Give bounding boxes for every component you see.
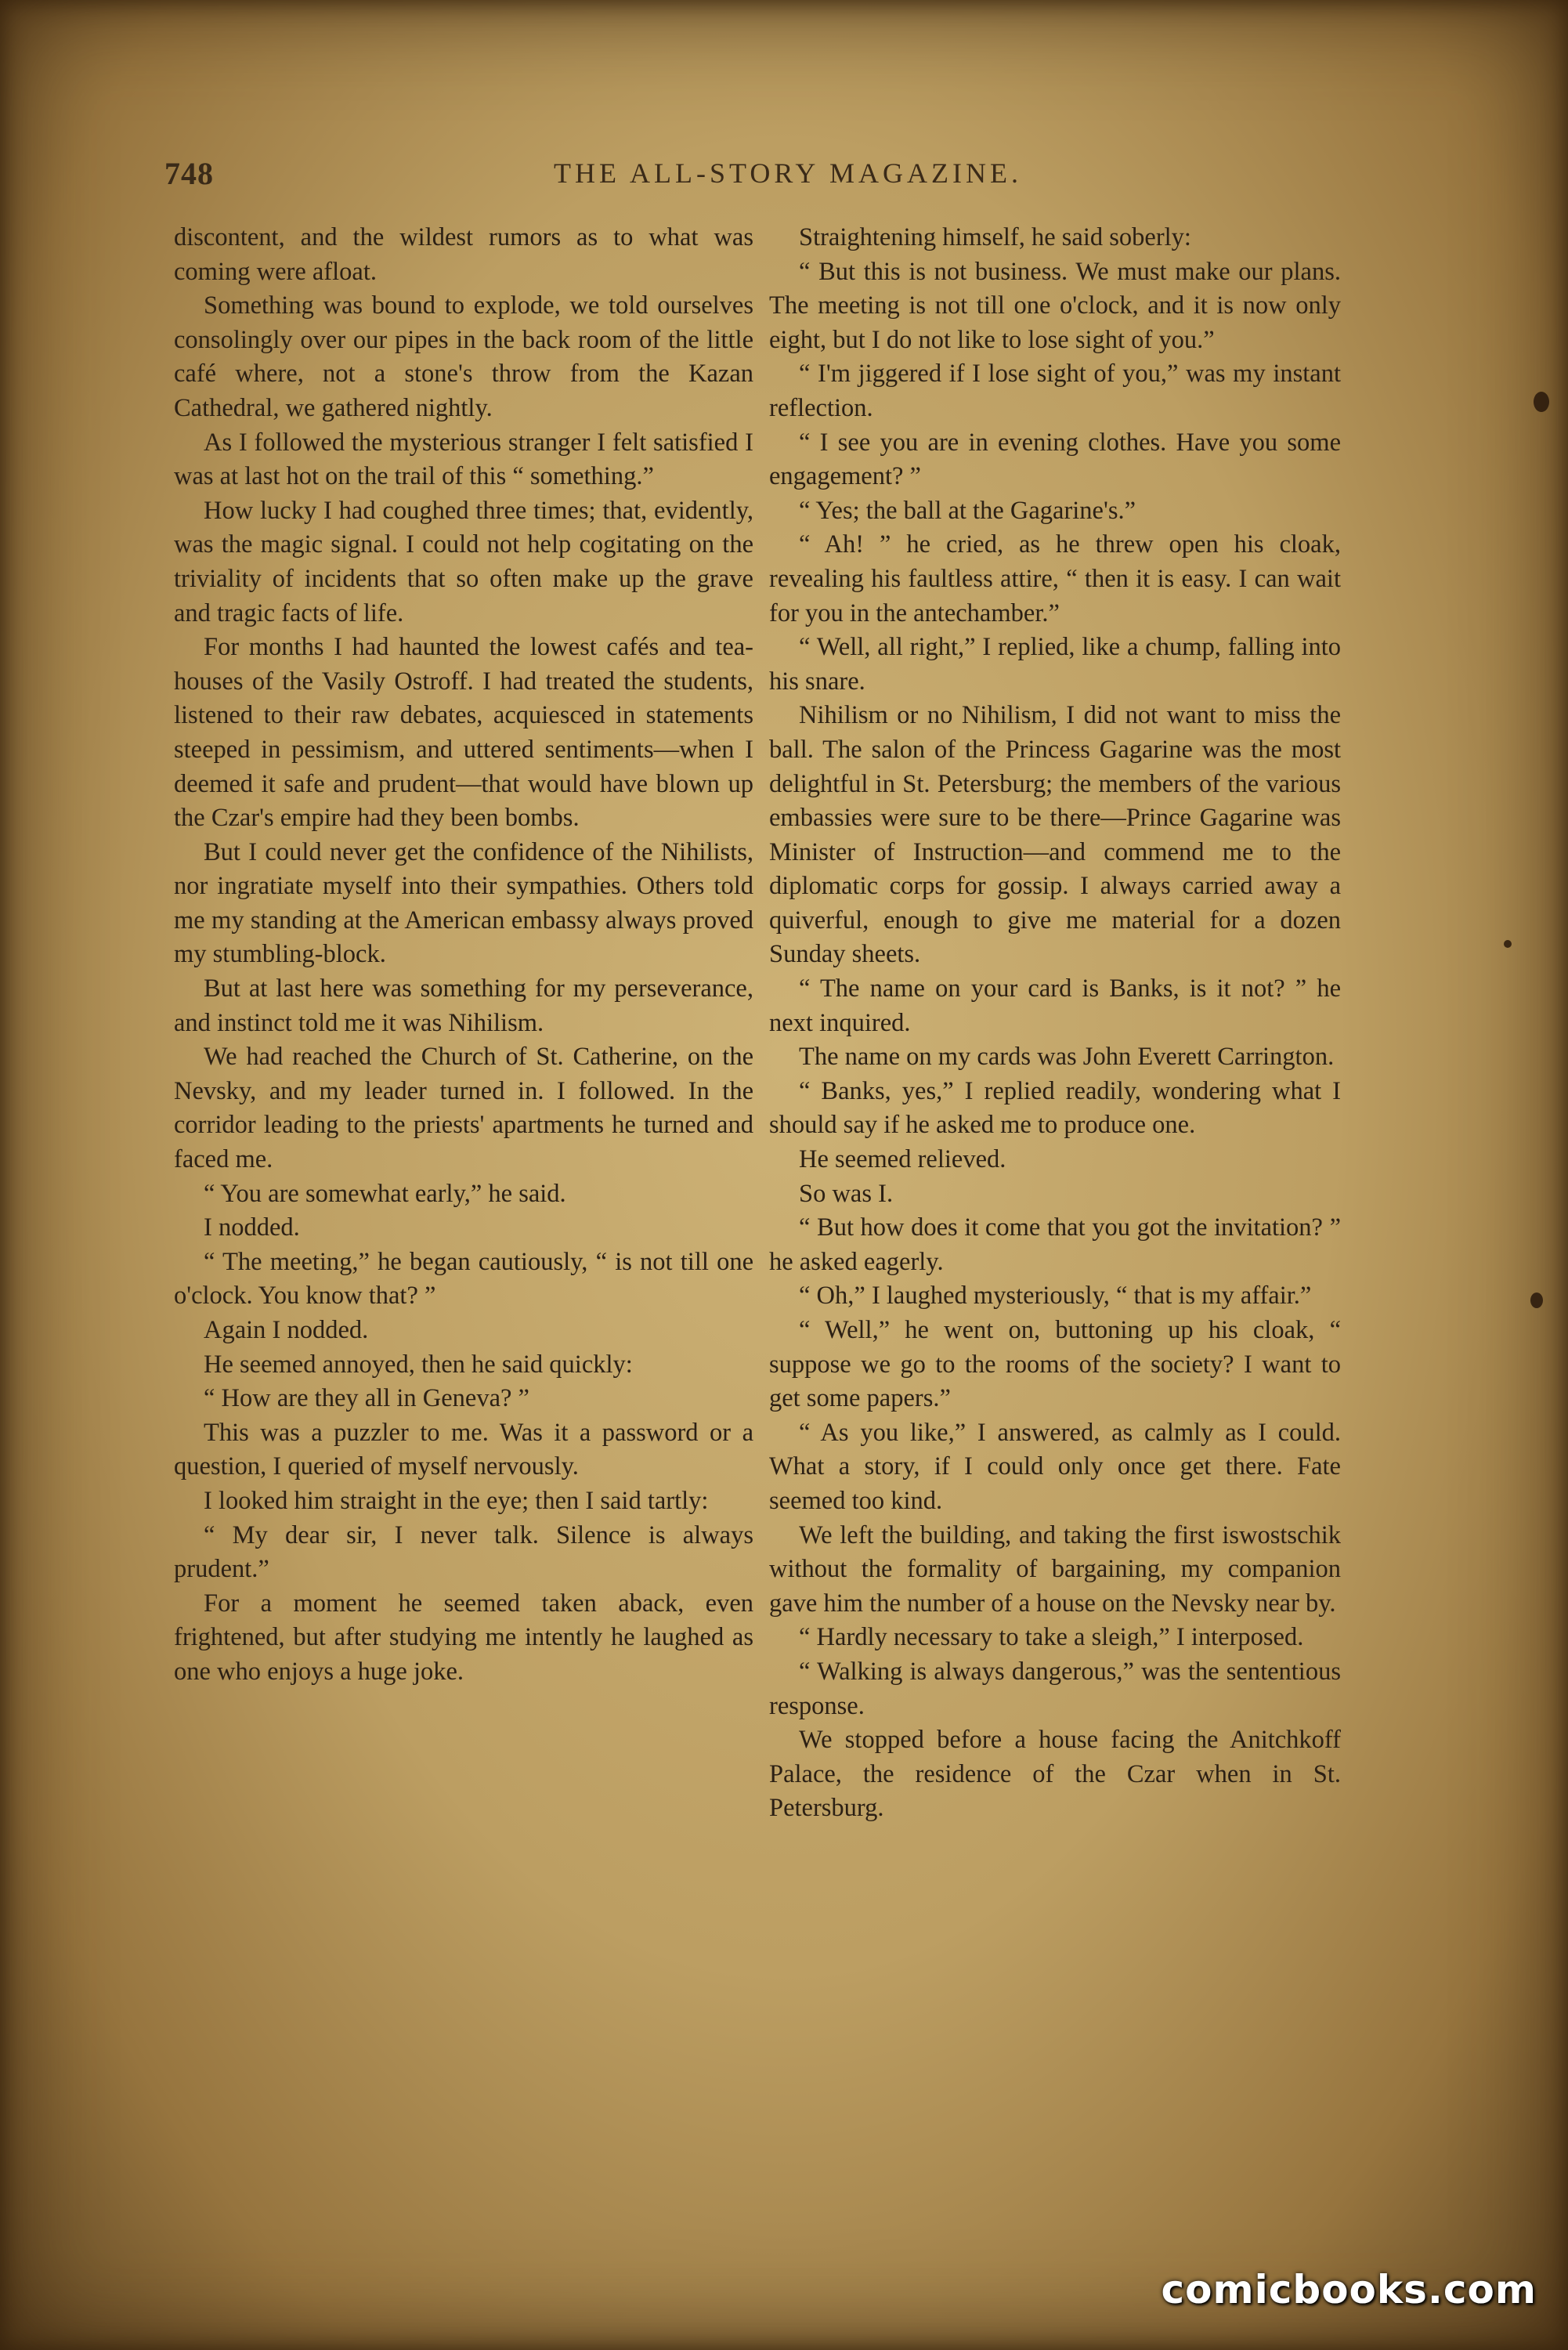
paragraph: This was a puzzler to me. Was it a password or a question, I queried of myself nervously.: [174, 1418, 753, 1481]
paragraph: “ Well,” he went on, buttoning up his cloak, “ suppose we go to the rooms of the society? I want to get some papers.”: [769, 1316, 1341, 1413]
paragraph: “ Banks, yes,” I replied readily, wondering what I should say if he asked me to produce one.: [769, 1076, 1341, 1140]
paragraph: The name on my cards was John Everett Carrington.: [799, 1043, 1335, 1072]
paragraph: “ I'm jiggered if I lose sight of you,” was my instant reflection.: [769, 360, 1341, 422]
paragraph: Nihilism or no Nihilism, I did not want to miss the ball. The salon of the Princess Gagarine was the most delightful in St. Petersburg; the members of the various embassies were sure to be there—Prince Gagarine was Minister of Instruction—and commend me to the diplomatic corps for gossip. I always carried away a quiverful, enough to give me material for a dozen Sunday sheets.: [769, 701, 1341, 969]
paragraph: He seemed annoyed, then he said quickly:: [204, 1350, 633, 1379]
left-column: [174, 221, 753, 1690]
paragraph: But at last here was something for my perseverance, and instinct told me it was Nihilism.: [174, 974, 753, 1037]
paragraph: discontent, and the wildest rumors as to what was coming were afloat.: [174, 223, 753, 286]
paragraph: “ Ah! ” he cried, as he threw open his cloak, revealing his faultless attire, “ then it is easy. I can wait for you in the antechamber.”: [769, 530, 1341, 627]
paragraph: “ As you like,” I answered, as calmly as I could. What a story, if I could only once get there. Fate seemed too kind.: [769, 1418, 1341, 1515]
paragraph: But I could never get the confidence of the Nihilists, nor ingratiate myself into their sympathies. Others told me my standing at the American embassy always proved my stumbling-block.: [174, 837, 753, 969]
paragraph: Again I nodded.: [204, 1316, 369, 1344]
paragraph: Straightening himself, he said soberly:: [799, 223, 1191, 251]
paragraph: “ Oh,” I laughed mysteriously, “ that is my affair.”: [799, 1282, 1312, 1311]
page-number: 748: [164, 156, 214, 191]
running-head: THE ALL-STORY MAGAZINE.: [554, 157, 1022, 189]
paragraph: “ The meeting,” he began cautiously, “ is not till one o'clock. You know that? ”: [174, 1247, 753, 1311]
paragraph: “ I see you are in evening clothes. Have you some engagement? ”: [769, 428, 1341, 491]
paragraph: “ You are somewhat early,” he said.: [204, 1179, 566, 1208]
paragraph: As I followed the mysterious stranger I felt satisfied I was at last hot on the trail of this “ something.”: [174, 428, 753, 491]
paragraph: “ Walking is always dangerous,” was the sententious response.: [769, 1657, 1341, 1720]
paragraph: We had reached the Church of St. Catherine, on the Nevsky, and my leader turned in. I followed. In the corridor leading to the priests' apartments he turned and faced me.: [174, 1043, 753, 1174]
paragraph: “ How are they all in Geneva? ”: [204, 1384, 529, 1413]
watermark-logo: comicbooks.com: [1161, 2267, 1537, 2312]
page-header: [164, 155, 1411, 202]
paragraph: I nodded.: [204, 1213, 300, 1242]
paragraph: “ Well, all right,” I replied, like a chump, falling into his snare.: [769, 633, 1341, 696]
paragraph: How lucky I had coughed three times; that, evidently, was the magic signal. I could not help cogitating on the triviality of incidents that so often make up the grave and tragic facts of life.: [174, 496, 753, 627]
ink-spot: [1504, 940, 1512, 948]
ink-spot: [1530, 1292, 1543, 1308]
paragraph: So was I.: [799, 1179, 894, 1208]
paragraph: For months I had haunted the lowest cafés and tea-houses of the Vasily Ostroff. I had treated the students, listened to their raw debates, acquiesced in statements steeped in pessimism, and uttered sentiments—when I deemed it safe and prudent—that would have blown up the Czar's empire had they been bombs.: [174, 633, 753, 833]
paragraph: “ But this is not business. We must make our plans. The meeting is not till one o'clock, and it is now only eight, but I do not like to lose sight of you.”: [769, 257, 1341, 354]
ink-spot: [1534, 392, 1549, 412]
paragraph: We left the building, and taking the first iswostschik without the formality of bargaining, my companion gave him the number of a house on the Nevsky near by.: [769, 1520, 1341, 1618]
paragraph: “ Hardly necessary to take a sleigh,” I interposed.: [799, 1623, 1304, 1652]
paragraph: I looked him straight in the eye; then I said tartly:: [204, 1486, 709, 1515]
paragraph: “ But how does it come that you got the invitation? ” he asked eagerly.: [769, 1213, 1341, 1276]
paragraph: He seemed relieved.: [799, 1145, 1006, 1174]
paragraph: “ Yes; the ball at the Gagarine's.”: [799, 496, 1136, 525]
paragraph: “ The name on your card is Banks, is it not? ” he next inquired.: [769, 974, 1341, 1037]
paragraph: “ My dear sir, I never talk. Silence is always prudent.”: [174, 1520, 753, 1584]
paragraph: Something was bound to explode, we told ourselves consolingly over our pipes in the back room of the little café where, not a stone's throw from the Kazan Cathedral, we gathered nightly.: [174, 291, 753, 422]
paragraph: We stopped before a house facing the Anitchkoff Palace, the residence of the Czar when in St. Petersburg.: [769, 1726, 1341, 1823]
paragraph: For a moment he seemed taken aback, even frightened, but after studying me intently he laughed as one who enjoys a huge joke.: [174, 1589, 753, 1686]
right-column: [769, 221, 1341, 1826]
